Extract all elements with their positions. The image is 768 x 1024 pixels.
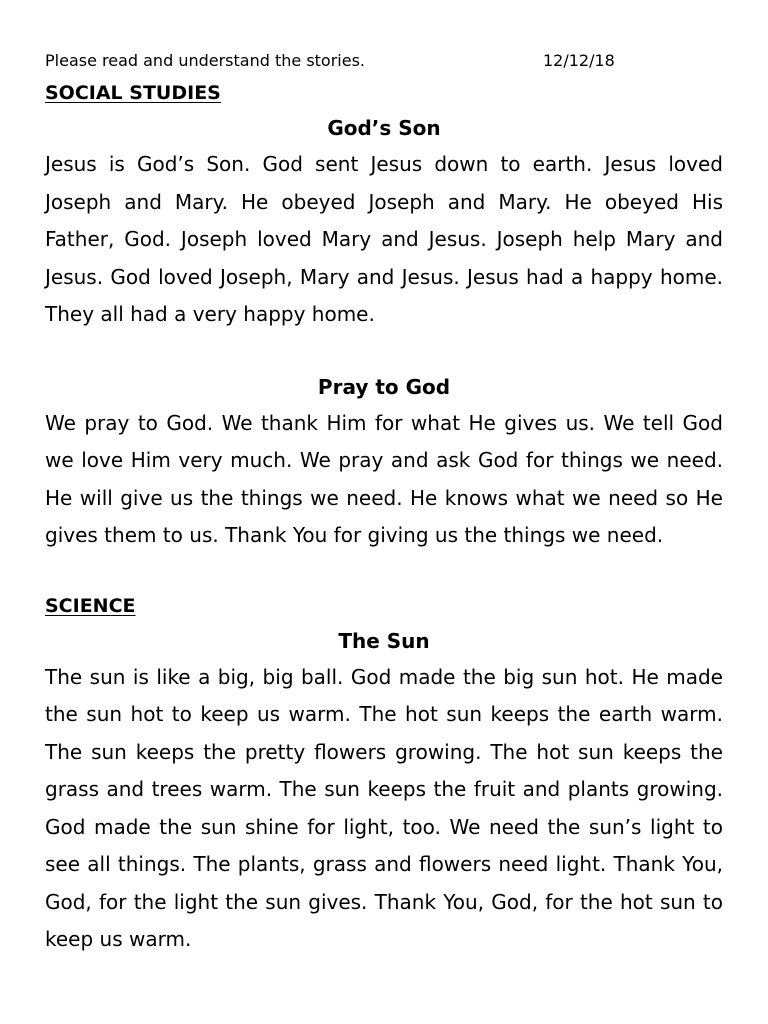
paragraph-gap — [45, 334, 723, 369]
section-gap — [45, 555, 723, 589]
section-heading-social-studies: SOCIAL STUDIES — [45, 82, 221, 104]
story-text-gods-son: Jesus is God’s Son. God sent Jesus down to earth. Jesus loved Joseph and Mary. He obeyed Joseph and Mary. He obeyed His Father, God. Joseph loved Mary and Jesus. Joseph help Mary and Jesus. God loved Joseph, Mary and Jesus. Jesus had a happy home. They all had a very happy home. — [45, 152, 723, 326]
story-title-the-sun: The Sun — [338, 628, 430, 653]
document-page — [45, 46, 723, 959]
story-text-pray-to-god: We pray to God. We thank Him for what He gives us. We tell God we love Him very much. We pray and ask God for things we need. He will give us the things we need. He knows what we need so He gives them to us. Thank You for giving us the things we need. — [45, 410, 723, 547]
section-heading-science: SCIENCE — [45, 594, 136, 617]
story-title-gods-son: God’s Son — [327, 116, 441, 140]
science-section — [45, 589, 723, 959]
social-studies-section — [45, 76, 723, 555]
story-text-the-sun: The sun is like a big, big ball. God made the big sun hot. He made the sun hot to keep us warm. The hot sun keeps the earth warm. The sun keeps the pretty flowers growing. The hot sun keeps the grass and trees warm. The sun keeps the fruit and plants growing. God made the sun shine for light, too. We need the sun’s light to see all things. The plants, grass and flowers need light. Thank You, God, for the light the sun gives. Thank You, God, for the hot sun to keep us warm. — [45, 664, 723, 951]
instruction-text: Please read and understand the stories. — [45, 51, 365, 70]
document-date: 12/12/18 — [543, 51, 615, 70]
story-title-pray-to-god: Pray to God — [317, 374, 451, 399]
document-header — [45, 46, 723, 76]
